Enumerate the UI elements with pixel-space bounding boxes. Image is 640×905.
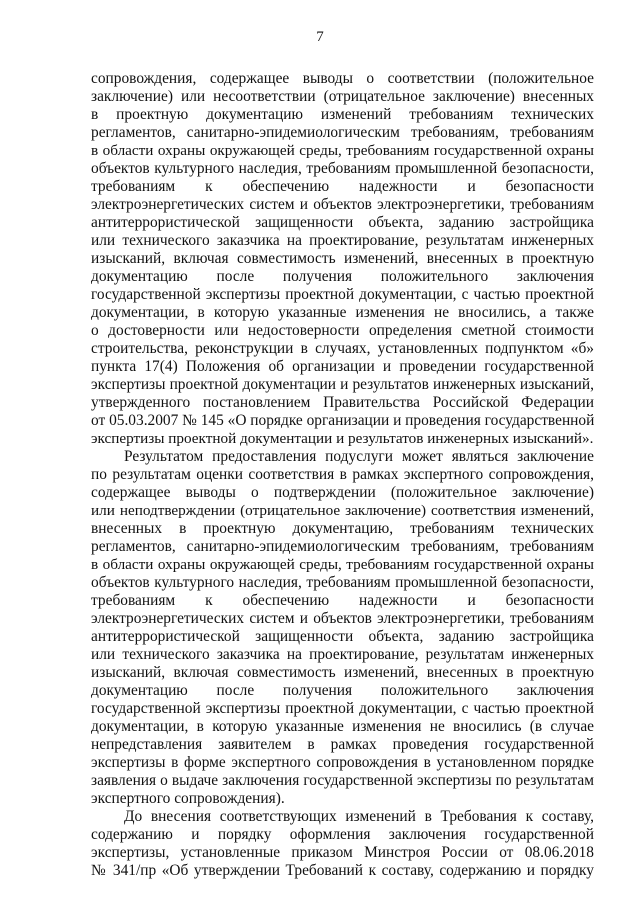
text-line: строительства, реконструкции в случаях, установленных подпунктом «б»: [91, 340, 594, 357]
text-line: сопровождения, содержащее выводы о соответствии (положительное: [91, 70, 594, 87]
text-line: содержанию и порядку оформления заключения государственной: [91, 826, 594, 843]
text-line: регламентов, санитарно-эпидемиологическим требованиям, требованиям: [91, 124, 594, 141]
text-line: объектов культурного наследия, требованиям промышленной безопасности,: [91, 574, 594, 591]
text-line: документацию после получения положительного заключения: [91, 268, 594, 285]
text-line: непредставления заявителем в рамках проведения государственной: [91, 736, 594, 753]
text-line: объектов культурного наследия, требованиям промышленной безопасности,: [91, 160, 594, 177]
text-line: изысканий, включая совместимость изменений, внесенных в проектную: [91, 664, 594, 681]
text-line: или неподтверждении (отрицательное заключение) соответствия изменений,: [91, 502, 594, 519]
text-line: или технического заказчика на проектирование, результатам инженерных: [91, 646, 594, 663]
text-line: электроэнергетических систем и объектов электроэнергетики, требованиям: [91, 196, 594, 213]
text-line: требованиям к обеспечению надежности и безопасности: [91, 178, 594, 195]
text-line: электроэнергетических систем и объектов электроэнергетики, требованиям: [91, 610, 594, 627]
text-line: заключение) или несоответствии (отрицательное заключение) внесенных: [91, 88, 594, 105]
text-line: документации, в которую указанные изменения не вносились, а также: [91, 304, 594, 321]
text-line: Результатом предоставления подуслуги может являться заключение: [124, 448, 594, 465]
text-line: внесенных в проектную документацию, требованиям технических: [91, 520, 594, 537]
text-line: документации, в которую указанные изменения не вносились (в случае: [91, 718, 594, 735]
text-line: от 05.03.2007 № 145 «О порядке организации и проведения государственной: [91, 412, 595, 429]
page-number: 7: [316, 29, 324, 45]
text-line: государственной экспертизы проектной документации, с частью проектной: [91, 700, 594, 717]
text-line: антитеррористической защищенности объекта, заданию застройщика: [91, 628, 594, 645]
text-line: экспертизы в форме экспертного сопровождения в установленном порядке: [91, 754, 594, 771]
text-line: экспертизы, установленные приказом Минстроя России от 08.06.2018: [91, 844, 594, 861]
text-line: в области охраны окружающей среды, требованиям государственной охраны: [91, 556, 594, 573]
text-line: № 341/пр «Об утверждении Требований к составу, содержанию и порядку: [91, 862, 594, 879]
text-line: экспертного сопровождения).: [91, 790, 285, 807]
text-line: содержащее выводы о подтверждении (положительное заключение): [91, 484, 594, 501]
text-line: в области охраны окружающей среды, требованиям государственной охраны: [91, 142, 594, 159]
text-line: До внесения соответствующих изменений в Требования к составу,: [124, 808, 594, 825]
text-line: изысканий, включая совместимость изменений, внесенных в проектную: [91, 250, 594, 267]
text-line: регламентов, санитарно-эпидемиологическим требованиям, требованиям: [91, 538, 594, 555]
text-line: пункта 17(4) Положения об организации и проведении государственной: [91, 358, 594, 375]
text-line: утвержденного постановлением Правительства Российской Федерации: [91, 394, 594, 411]
text-line: экспертизы проектной документации и результатов инженерных изысканий».: [91, 430, 594, 447]
text-line: о достоверности или недостоверности определения сметной стоимости: [91, 322, 594, 339]
text-line: документацию после получения положительного заключения: [91, 682, 594, 699]
text-line: экспертизы проектной документации и результатов инженерных изысканий,: [91, 376, 594, 393]
text-line: по результатам оценки соответствия в рамках экспертного сопровождения,: [91, 466, 594, 483]
text-line: требованиям к обеспечению надежности и безопасности: [91, 592, 594, 609]
body-text: [91, 70, 594, 880]
text-line: заявления о выдаче заключения государственной экспертизы по результатам: [91, 772, 594, 789]
text-line: антитеррористической защищенности объекта, заданию застройщика: [91, 214, 594, 231]
text-line: или технического заказчика на проектирование, результатам инженерных: [91, 232, 594, 249]
text-line: государственной экспертизы проектной документации, с частью проектной: [91, 286, 594, 303]
text-line: в проектную документацию изменений требованиям технических: [91, 106, 594, 123]
